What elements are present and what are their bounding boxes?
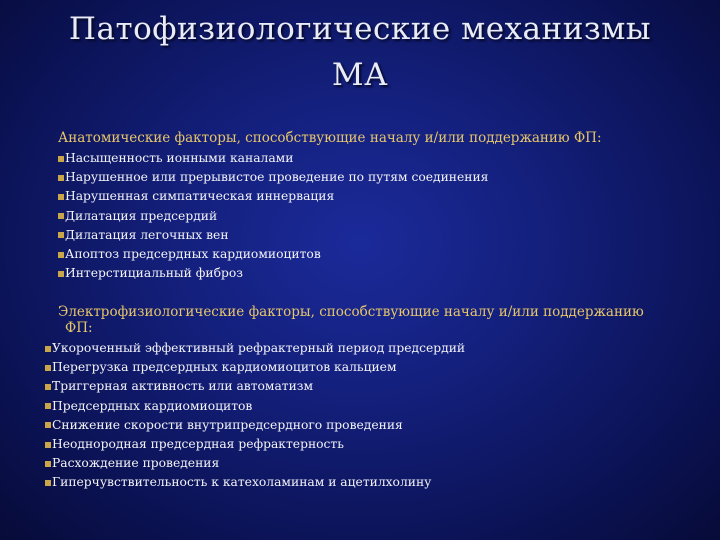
list-item [58, 168, 488, 187]
list-item-text: Гиперчувствительность к катехоламинам и ацетилхолину [52, 475, 432, 490]
bullet-icon [45, 346, 51, 352]
list-item [58, 149, 488, 168]
bullet-icon [45, 442, 51, 448]
bullet-icon [58, 156, 64, 162]
list-item-text: Неоднородная предсердная рефрактерность [52, 437, 344, 452]
list-item [45, 416, 465, 435]
bullet-icon [58, 271, 64, 277]
list-item [58, 226, 488, 245]
title-line-1: Патофизиологические механизмы [68, 11, 652, 47]
list-item-text: Перегрузка предсердных кардиомиоцитов кальцием [52, 360, 397, 375]
bullet-icon [45, 403, 51, 409]
list-item [45, 339, 465, 358]
slide-title [0, 6, 720, 98]
bullet-icon [58, 194, 64, 200]
list-item-text: Апоптоз предсердных кардиомиоцитов [65, 247, 321, 262]
list-item [45, 473, 465, 492]
list-item-text: Предсердных кардиомиоцитов [52, 398, 253, 413]
list-item-text: Нарушенное или прерывистое проведение по путям соединения [65, 170, 489, 185]
electrophysiological-factors-list [45, 339, 465, 493]
list-item [45, 435, 465, 454]
list-item [45, 454, 465, 473]
bullet-icon [45, 461, 51, 467]
list-item-text: Триггерная активность или автоматизм [52, 379, 314, 394]
title-line-2: МА [331, 57, 389, 93]
bullet-icon [58, 252, 64, 258]
bullet-icon [45, 422, 51, 428]
bullet-icon [58, 232, 64, 238]
bullet-icon [58, 213, 64, 219]
bullet-icon [45, 480, 51, 486]
bullet-icon [45, 365, 51, 371]
list-item [58, 245, 488, 264]
list-item [58, 264, 488, 283]
list-item-text: Укороченный эффективный рефрактерный период предсердий [52, 341, 466, 355]
anatomical-factors-heading: Анатомические факторы, способствующие началу и/или поддержанию ФП: [58, 130, 602, 146]
list-item [45, 377, 465, 396]
list-item-text: Насыщенность ионными каналами [65, 151, 294, 165]
bullet-icon [58, 175, 64, 181]
list-item [58, 207, 488, 226]
list-item [58, 187, 488, 206]
list-item-text: Дилатация предсердий [65, 208, 218, 223]
bullet-icon [45, 384, 51, 390]
list-item-text: Дилатация легочных вен [65, 227, 229, 242]
list-item-text: Снижение скорости внутрипредсердного проведения [52, 417, 403, 432]
list-item-text: Интерстициальный фиброз [65, 266, 243, 281]
list-item [45, 358, 465, 377]
list-item-text: Расхождение проведения [52, 456, 220, 471]
list-item [45, 397, 465, 416]
list-item-text: Нарушенная симпатическая иннервация [65, 189, 335, 204]
anatomical-factors-list [58, 149, 488, 283]
electrophysiological-factors-heading-line-2: ФП: [65, 320, 93, 336]
electrophysiological-factors-heading-line-1: Электрофизиологические факторы, способствующие началу и/или поддержанию [58, 304, 644, 320]
